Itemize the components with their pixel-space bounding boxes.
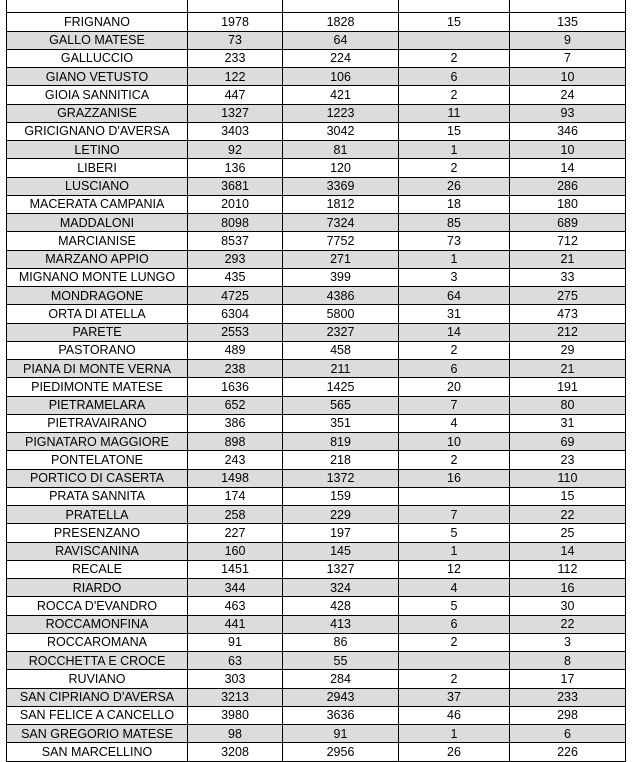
value-cell: 15 [399, 13, 510, 31]
value-cell: 91 [188, 633, 283, 651]
value-cell: 21 [510, 360, 626, 378]
value-cell: 2 [399, 341, 510, 359]
value-cell: 30 [510, 597, 626, 615]
value-cell: 3042 [283, 122, 399, 140]
value-cell: 489 [188, 341, 283, 359]
value-cell: 9 [510, 31, 626, 49]
table-row [7, 597, 626, 615]
value-cell: 91 [283, 725, 399, 743]
table-row [7, 122, 626, 140]
municipality-cell: MADDALONI [7, 214, 188, 232]
value-cell: 37 [399, 688, 510, 706]
table-row [7, 195, 626, 213]
value-cell: 23 [510, 451, 626, 469]
municipality-cell: LETINO [7, 141, 188, 159]
value-cell: 2 [399, 451, 510, 469]
value-cell: 3403 [188, 122, 283, 140]
value-cell: 10 [510, 68, 626, 86]
municipality-cell: PIGNATARO MAGGIORE [7, 433, 188, 451]
value-cell: 458 [283, 341, 399, 359]
value-cell: 2943 [283, 688, 399, 706]
value-cell: 258 [188, 506, 283, 524]
value-cell: 63 [188, 652, 283, 670]
municipality-cell: PIANA DI MONTE VERNA [7, 360, 188, 378]
value-cell: 2956 [283, 743, 399, 761]
value-cell: 3369 [283, 177, 399, 195]
value-cell: 2553 [188, 323, 283, 341]
value-cell: 284 [283, 670, 399, 688]
municipality-cell: PRATA SANNITA [7, 487, 188, 505]
value-cell: 80 [510, 396, 626, 414]
municipality-cell: RIARDO [7, 579, 188, 597]
value-cell: 211 [283, 360, 399, 378]
value-cell: 8537 [188, 232, 283, 250]
value-cell: 14 [399, 323, 510, 341]
value-cell: 898 [188, 433, 283, 451]
value-cell: 10 [399, 433, 510, 451]
value-cell: 3 [399, 268, 510, 286]
municipality-cell: PIEDIMONTE MATESE [7, 378, 188, 396]
value-cell: 4725 [188, 287, 283, 305]
value-cell: 1 [399, 250, 510, 268]
value-cell: 271 [283, 250, 399, 268]
value-cell: 218 [283, 451, 399, 469]
value-cell: 7752 [283, 232, 399, 250]
value-cell: 2010 [188, 195, 283, 213]
value-cell [399, 31, 510, 49]
value-cell: 6 [399, 68, 510, 86]
municipality-cell: ROCCA D'EVANDRO [7, 597, 188, 615]
municipality-cell: GALLO MATESE [7, 31, 188, 49]
value-cell: 2 [399, 86, 510, 104]
value-cell: 73 [399, 232, 510, 250]
table-row [7, 560, 626, 578]
value-cell: 93 [510, 104, 626, 122]
municipality-cell: GALLUCCIO [7, 49, 188, 67]
value-cell: 473 [510, 305, 626, 323]
municipality-cell: GIANO VETUSTO [7, 68, 188, 86]
municipality-cell [7, 0, 188, 13]
table-row [7, 396, 626, 414]
value-cell: 2 [399, 49, 510, 67]
table-row [7, 323, 626, 341]
value-cell: 136 [188, 159, 283, 177]
value-cell: 4386 [283, 287, 399, 305]
value-cell: 6 [510, 725, 626, 743]
data-table [6, 0, 626, 762]
value-cell: 324 [283, 579, 399, 597]
value-cell: 110 [510, 469, 626, 487]
table-row [7, 159, 626, 177]
municipality-cell: MONDRAGONE [7, 287, 188, 305]
value-cell: 6304 [188, 305, 283, 323]
value-cell: 25 [510, 524, 626, 542]
value-cell: 46 [399, 706, 510, 724]
value-cell: 8 [510, 652, 626, 670]
municipality-cell: GRAZZANISE [7, 104, 188, 122]
value-cell: 22 [510, 615, 626, 633]
value-cell: 386 [188, 414, 283, 432]
value-cell: 346 [510, 122, 626, 140]
value-cell: 1425 [283, 378, 399, 396]
value-cell: 69 [510, 433, 626, 451]
table-row [7, 68, 626, 86]
value-cell: 351 [283, 414, 399, 432]
municipality-cell: SAN MARCELLINO [7, 743, 188, 761]
value-cell: 689 [510, 214, 626, 232]
value-cell: 2 [399, 159, 510, 177]
value-cell [399, 487, 510, 505]
value-cell: 2327 [283, 323, 399, 341]
municipality-cell: SAN GREGORIO MATESE [7, 725, 188, 743]
value-cell: 26 [399, 177, 510, 195]
municipality-cell: LUSCIANO [7, 177, 188, 195]
value-cell [188, 0, 283, 13]
value-cell: 64 [283, 31, 399, 49]
value-cell: 22 [510, 506, 626, 524]
table-row [7, 31, 626, 49]
value-cell: 1 [399, 725, 510, 743]
municipality-cell: MARZANO APPIO [7, 250, 188, 268]
municipality-cell: RECALE [7, 560, 188, 578]
value-cell: 224 [283, 49, 399, 67]
value-cell: 145 [283, 542, 399, 560]
value-cell: 24 [510, 86, 626, 104]
table-row [7, 360, 626, 378]
table-row [7, 451, 626, 469]
municipality-cell: FRIGNANO [7, 13, 188, 31]
value-cell: 33 [510, 268, 626, 286]
value-cell: 243 [188, 451, 283, 469]
table-row [7, 341, 626, 359]
value-cell: 233 [188, 49, 283, 67]
value-cell: 120 [283, 159, 399, 177]
municipality-cell: RUVIANO [7, 670, 188, 688]
value-cell [510, 0, 626, 13]
value-cell: 31 [510, 414, 626, 432]
value-cell: 1451 [188, 560, 283, 578]
value-cell: 180 [510, 195, 626, 213]
value-cell: 14 [510, 542, 626, 560]
value-cell: 441 [188, 615, 283, 633]
value-cell: 3213 [188, 688, 283, 706]
value-cell: 15 [510, 487, 626, 505]
municipality-cell: MACERATA CAMPANIA [7, 195, 188, 213]
value-cell: 5 [399, 524, 510, 542]
value-cell: 85 [399, 214, 510, 232]
value-cell: 26 [399, 743, 510, 761]
municipality-cell: LIBERI [7, 159, 188, 177]
value-cell: 174 [188, 487, 283, 505]
table-row [7, 725, 626, 743]
value-cell: 16 [399, 469, 510, 487]
municipality-cell: PARETE [7, 323, 188, 341]
value-cell: 1978 [188, 13, 283, 31]
value-cell: 20 [399, 378, 510, 396]
value-cell: 10 [510, 141, 626, 159]
municipality-cell: PRESENZANO [7, 524, 188, 542]
value-cell: 81 [283, 141, 399, 159]
value-cell: 435 [188, 268, 283, 286]
municipality-cell: GRICIGNANO D'AVERSA [7, 122, 188, 140]
value-cell: 112 [510, 560, 626, 578]
value-cell: 3 [510, 633, 626, 651]
municipality-cell: SAN CIPRIANO D'AVERSA [7, 688, 188, 706]
table-row [7, 633, 626, 651]
value-cell: 191 [510, 378, 626, 396]
value-cell: 4 [399, 579, 510, 597]
value-cell: 7 [399, 506, 510, 524]
value-cell: 29 [510, 341, 626, 359]
table-row [7, 469, 626, 487]
table-row [7, 743, 626, 761]
value-cell: 1812 [283, 195, 399, 213]
value-cell: 344 [188, 579, 283, 597]
value-cell: 7 [399, 396, 510, 414]
table-row [7, 433, 626, 451]
value-cell: 3208 [188, 743, 283, 761]
value-cell: 6 [399, 615, 510, 633]
value-cell: 86 [283, 633, 399, 651]
municipality-cell: MIGNANO MONTE LUNGO [7, 268, 188, 286]
value-cell: 73 [188, 31, 283, 49]
value-cell: 1498 [188, 469, 283, 487]
value-cell: 1372 [283, 469, 399, 487]
value-cell: 17 [510, 670, 626, 688]
table-row [7, 214, 626, 232]
municipality-cell: MARCIANISE [7, 232, 188, 250]
value-cell: 712 [510, 232, 626, 250]
value-cell: 21 [510, 250, 626, 268]
value-cell: 18 [399, 195, 510, 213]
value-cell: 31 [399, 305, 510, 323]
municipality-cell: GIOIA SANNITICA [7, 86, 188, 104]
value-cell: 275 [510, 287, 626, 305]
table-row [7, 706, 626, 724]
value-cell: 652 [188, 396, 283, 414]
value-cell [399, 652, 510, 670]
value-cell: 122 [188, 68, 283, 86]
table-row [7, 86, 626, 104]
value-cell: 238 [188, 360, 283, 378]
value-cell: 1 [399, 141, 510, 159]
value-cell: 293 [188, 250, 283, 268]
table-row [7, 615, 626, 633]
value-cell: 1 [399, 542, 510, 560]
municipality-cell: SAN FELICE A CANCELLO [7, 706, 188, 724]
table-row [7, 49, 626, 67]
table-row [7, 487, 626, 505]
value-cell: 92 [188, 141, 283, 159]
municipality-cell: PASTORANO [7, 341, 188, 359]
value-cell: 1327 [283, 560, 399, 578]
table-row [7, 232, 626, 250]
municipality-cell: ROCCAROMANA [7, 633, 188, 651]
value-cell: 15 [399, 122, 510, 140]
value-cell: 3980 [188, 706, 283, 724]
municipality-cell: PONTELATONE [7, 451, 188, 469]
value-cell: 1828 [283, 13, 399, 31]
value-cell: 14 [510, 159, 626, 177]
table-row [7, 652, 626, 670]
municipality-cell: PIETRAMELARA [7, 396, 188, 414]
value-cell: 4 [399, 414, 510, 432]
table-row [7, 305, 626, 323]
value-cell: 1636 [188, 378, 283, 396]
value-cell: 5800 [283, 305, 399, 323]
value-cell: 819 [283, 433, 399, 451]
value-cell: 160 [188, 542, 283, 560]
value-cell: 1223 [283, 104, 399, 122]
value-cell: 233 [510, 688, 626, 706]
value-cell: 212 [510, 323, 626, 341]
value-cell: 565 [283, 396, 399, 414]
table-row [7, 506, 626, 524]
municipality-cell: ROCCAMONFINA [7, 615, 188, 633]
value-cell: 8098 [188, 214, 283, 232]
value-cell [283, 0, 399, 13]
value-cell: 428 [283, 597, 399, 615]
value-cell: 12 [399, 560, 510, 578]
table-row [7, 104, 626, 122]
value-cell: 55 [283, 652, 399, 670]
value-cell: 7 [510, 49, 626, 67]
value-cell: 7324 [283, 214, 399, 232]
value-cell: 463 [188, 597, 283, 615]
value-cell: 6 [399, 360, 510, 378]
value-cell: 413 [283, 615, 399, 633]
table-body [7, 0, 626, 761]
municipality-cell: ROCCHETTA E CROCE [7, 652, 188, 670]
value-cell: 3681 [188, 177, 283, 195]
municipality-cell: RAVISCANINA [7, 542, 188, 560]
value-cell: 229 [283, 506, 399, 524]
value-cell: 16 [510, 579, 626, 597]
table-row [7, 524, 626, 542]
municipality-cell: ORTA DI ATELLA [7, 305, 188, 323]
value-cell: 5 [399, 597, 510, 615]
value-cell: 106 [283, 68, 399, 86]
value-cell: 3636 [283, 706, 399, 724]
table-row [7, 177, 626, 195]
value-cell: 135 [510, 13, 626, 31]
value-cell: 64 [399, 287, 510, 305]
value-cell: 227 [188, 524, 283, 542]
table-row [7, 141, 626, 159]
value-cell: 298 [510, 706, 626, 724]
table-row [7, 250, 626, 268]
value-cell: 197 [283, 524, 399, 542]
value-cell: 421 [283, 86, 399, 104]
value-cell: 399 [283, 268, 399, 286]
value-cell: 286 [510, 177, 626, 195]
table-row [7, 579, 626, 597]
value-cell: 159 [283, 487, 399, 505]
value-cell: 2 [399, 633, 510, 651]
table-row [7, 414, 626, 432]
municipality-cell: PIETRAVAIRANO [7, 414, 188, 432]
value-cell: 2 [399, 670, 510, 688]
municipality-cell: PORTICO DI CASERTA [7, 469, 188, 487]
table-row [7, 0, 626, 13]
value-cell: 1327 [188, 104, 283, 122]
value-cell [399, 0, 510, 13]
table-row [7, 670, 626, 688]
table-row [7, 268, 626, 286]
value-cell: 226 [510, 743, 626, 761]
table-row [7, 13, 626, 31]
value-cell: 447 [188, 86, 283, 104]
table-row [7, 287, 626, 305]
table-row [7, 688, 626, 706]
value-cell: 98 [188, 725, 283, 743]
municipality-cell: PRATELLA [7, 506, 188, 524]
table-row [7, 542, 626, 560]
table-row [7, 378, 626, 396]
value-cell: 11 [399, 104, 510, 122]
value-cell: 303 [188, 670, 283, 688]
